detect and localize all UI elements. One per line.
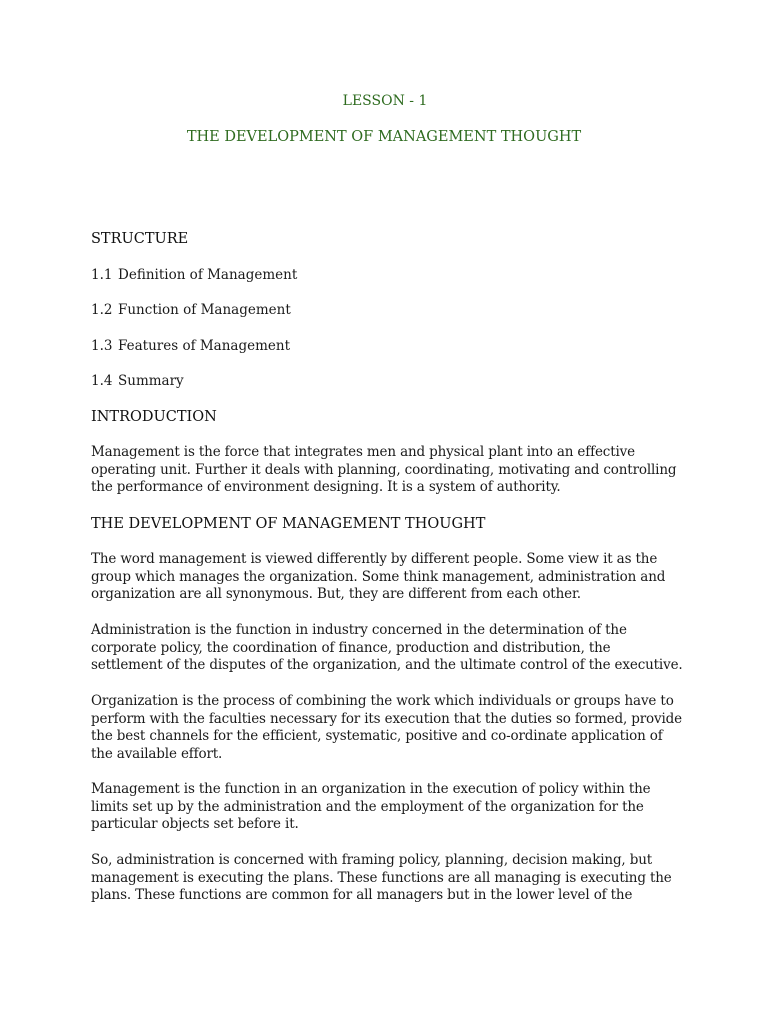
text-line: The word management is viewed differently by different people. Some view it as the — [91, 551, 658, 567]
body-paragraph — [91, 852, 691, 905]
text-line: Organization is the process of combining the work which individuals or groups have to — [91, 693, 674, 709]
text-line: Management is the function in an organization in the execution of policy within the — [91, 781, 651, 797]
text-line: perform with the faculties necessary for its execution that the duties so formed, provide — [91, 710, 683, 727]
toc-item — [91, 301, 291, 319]
toc-item-text: Function of Management — [118, 302, 291, 318]
introduction-paragraph — [91, 444, 691, 497]
text-line: limits set up by the administration and the employment of the organization for the — [91, 798, 644, 815]
toc-item-text: Definition of Management — [118, 267, 298, 283]
text-line: operating unit. Further it deals with planning, coordinating, motivating and controlling — [91, 461, 677, 478]
toc-item-number: 1.3 — [91, 338, 113, 354]
toc-item-text: Features of Management — [118, 338, 291, 354]
toc-item — [91, 337, 290, 355]
body-paragraph — [91, 551, 691, 604]
toc-item — [91, 266, 297, 284]
structure-heading: STRUCTURE — [91, 231, 189, 247]
body-paragraph — [91, 781, 691, 834]
body-paragraph — [91, 693, 691, 763]
lesson-number: LESSON - 1 — [342, 93, 428, 109]
text-line: settlement of the disputes of the organization, and the ultimate control of the executive. — [91, 657, 683, 674]
lesson-title: THE DEVELOPMENT OF MANAGEMENT THOUGHT — [186, 129, 582, 145]
text-line: the available effort. — [91, 745, 223, 762]
toc-item — [91, 372, 184, 390]
text-line: plans. These functions are common for all managers but in the lower level of the — [91, 887, 633, 904]
text-line: particular objects set before it. — [91, 816, 299, 833]
toc-item-text: Summary — [118, 373, 184, 389]
text-line: management is executing the plans. These functions are all managing is executing the — [91, 869, 672, 886]
text-line: the best channels for the efficient, systematic, positive and co-ordinate application of — [91, 728, 663, 745]
toc-item-number: 1.1 — [91, 267, 113, 283]
text-line: the performance of environment designing. It is a system of authority. — [91, 479, 561, 496]
text-line: Management is the force that integrates men and physical plant into an effective — [91, 444, 635, 460]
text-line: organization are all synonymous. But, they are different from each other. — [91, 586, 581, 603]
text-line: Administration is the function in industry concerned in the determination of the — [91, 622, 627, 638]
body-paragraph — [91, 622, 691, 675]
toc-item-number: 1.2 — [91, 302, 113, 318]
text-line: group which manages the organization. Some think management, administration and — [91, 568, 666, 585]
development-heading: THE DEVELOPMENT OF MANAGEMENT THOUGHT — [91, 516, 486, 532]
text-line: corporate policy, the coordination of finance, production and distribution, the — [91, 639, 611, 656]
toc-item-number: 1.4 — [91, 373, 113, 389]
introduction-heading: INTRODUCTION — [91, 409, 217, 425]
text-line: So, administration is concerned with framing policy, planning, decision making, but — [91, 852, 653, 868]
